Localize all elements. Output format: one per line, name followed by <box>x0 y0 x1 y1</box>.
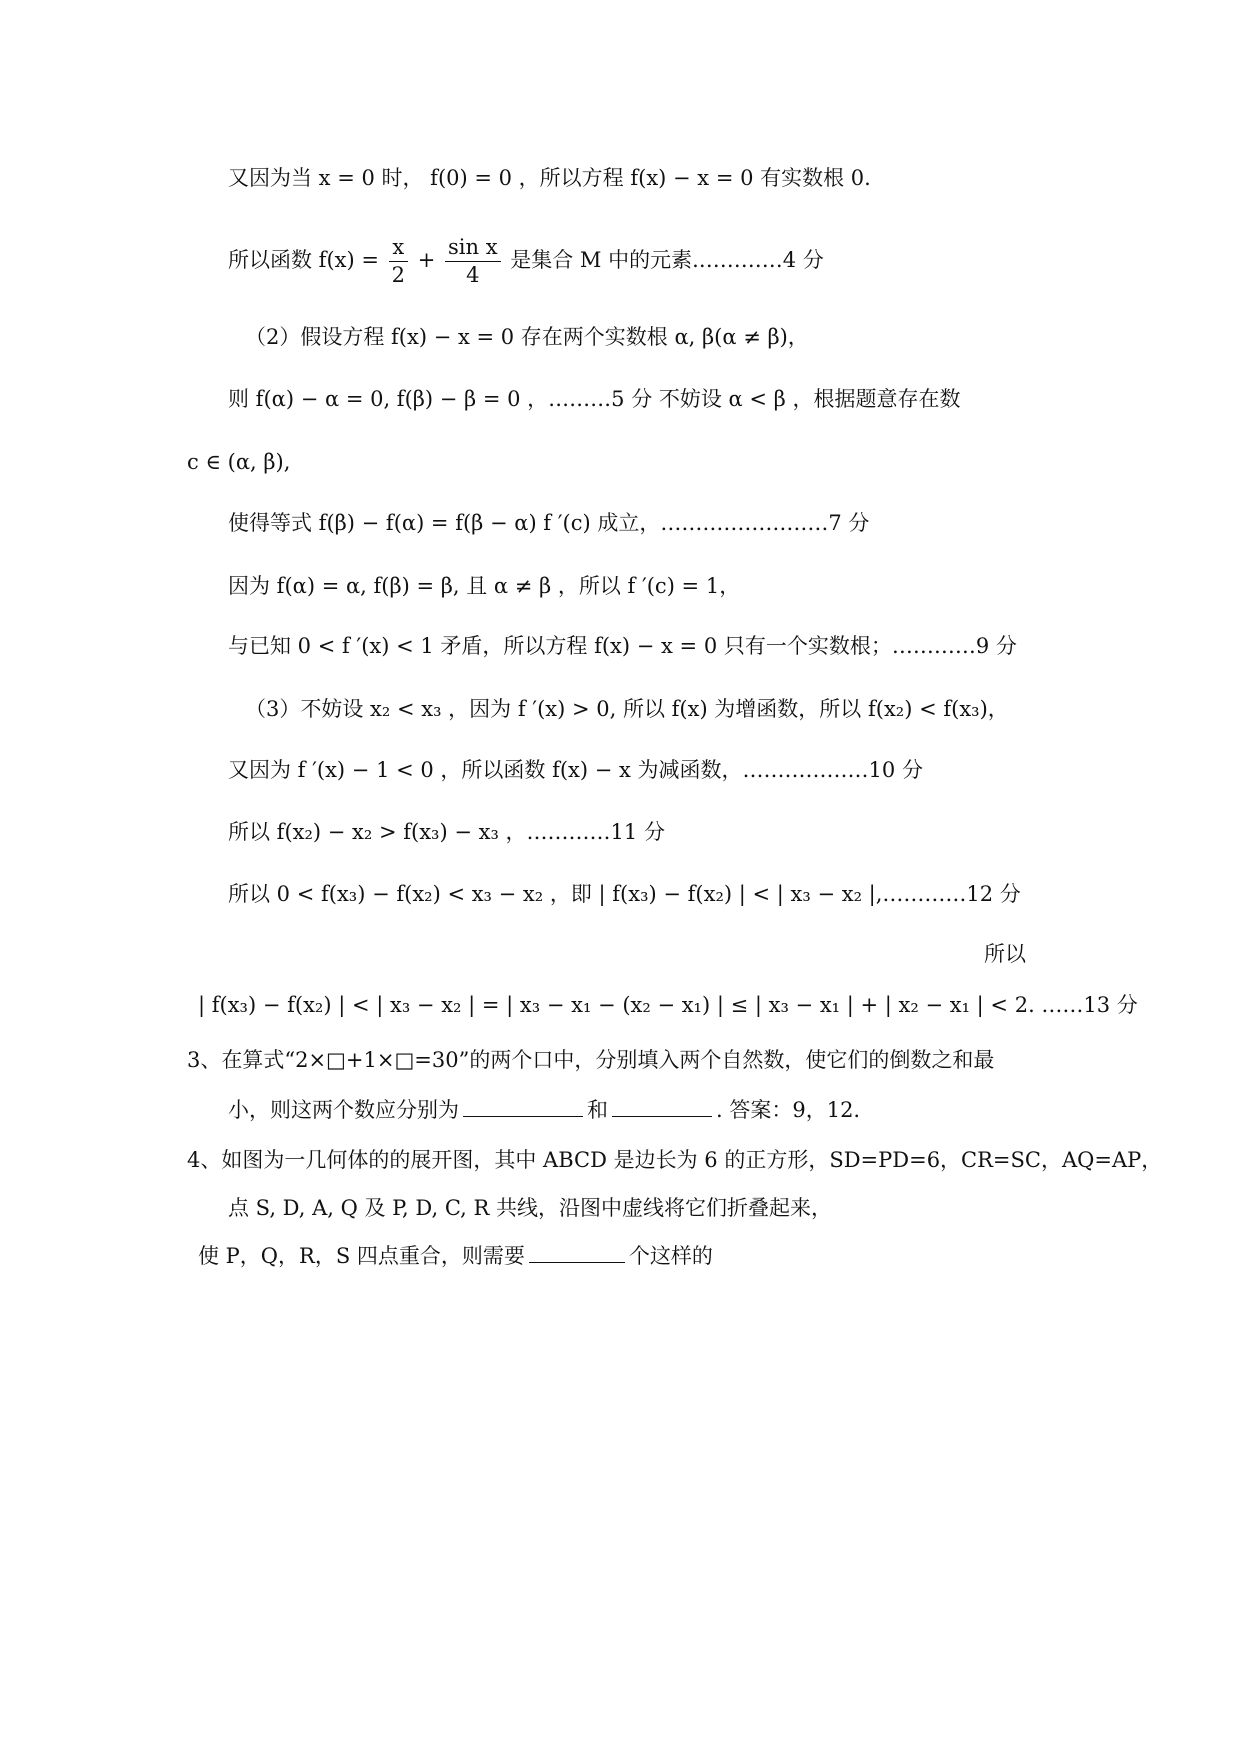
text-line: c ∈ (α, β), <box>187 450 291 474</box>
text-line: 又因为当 x = 0 时， f(0) = 0 ，所以方程 f(x) − x = 0 有实数根 0. <box>228 166 871 190</box>
answer-blank <box>463 1115 583 1117</box>
text-segment: 个这样的 <box>628 1244 713 1268</box>
text-line: 所以 <box>984 942 1026 966</box>
text-line-with-formula <box>228 236 824 287</box>
text-line: 则 f(α) − α = 0, f(β) − β = 0 ，………5 分 不妨设 α < β ，根据题意存在数 <box>228 387 961 411</box>
text-line: （2）假设方程 f(x) − x = 0 存在两个实数根 α, β(α ≠ β)， <box>245 325 809 349</box>
fraction-denominator: 2 <box>391 263 406 288</box>
text-segment: . 答案：9，12. <box>716 1098 861 1122</box>
answer-blank <box>529 1261 625 1263</box>
text-line: 所以 f(x₂) − x₂ > f(x₃) − x₃ ，…………11 分 <box>228 820 665 844</box>
text-segment: 小，则这两个数应分别为 <box>228 1098 459 1122</box>
plus-sign: + <box>417 248 436 273</box>
text-line: 4、如图为一几何体的的展开图，其中 ABCD 是边长为 6 的正方形，SD=PD=6，CR=SC，AQ=AP， <box>187 1148 1163 1172</box>
text-line: 3、在算式“2×□+1×□=30”的两个口中，分别填入两个自然数，使它们的倒数之和最 <box>187 1048 995 1072</box>
text-line: | f(x₃) − f(x₂) | < | x₃ − x₂ | = | x₃ − x₁ − (x₂ − x₁) | ≤ | x₃ − x₁ | + | x₂ − x₁ | < 2. ……13 分 <box>198 993 1138 1017</box>
text-line: （3）不妨设 x₂ < x₃ ，因为 f ′(x) > 0, 所以 f(x) 为增函数，所以 f(x₂) < f(x₃)， <box>245 697 1009 721</box>
text-segment: 是集合 M 中的元素.…………4 分 <box>510 248 824 273</box>
text-segment: 使 P，Q，R，S 四点重合，则需要 <box>198 1244 525 1268</box>
text-line: 因为 f(α) = α, f(β) = β, 且 α ≠ β ，所以 f ′(c) = 1， <box>228 574 741 598</box>
text-line: 又因为 f ′(x) − 1 < 0 ，所以函数 f(x) − x 为减函数，………………10 分 <box>228 758 923 782</box>
fraction-denominator: 4 <box>466 263 480 288</box>
text-line: 所以 0 < f(x₃) − f(x₂) < x₃ − x₂ ，即 | f(x₃) − f(x₂) | < | x₃ − x₂ |,…………12 分 <box>228 882 1021 906</box>
text-segment: 和 <box>587 1098 608 1122</box>
fraction-numerator: sin x <box>445 236 501 262</box>
fraction-numerator: x <box>389 236 408 262</box>
answer-blank <box>612 1115 712 1117</box>
text-line: 与已知 0 < f ′(x) < 1 矛盾，所以方程 f(x) − x = 0 只有一个实数根；…………9 分 <box>228 634 1017 658</box>
fraction-sinx-over-4 <box>445 236 501 287</box>
fraction-x-over-2 <box>389 236 408 287</box>
text-line-with-blank <box>198 1244 713 1269</box>
text-line-with-blanks <box>228 1098 860 1123</box>
text-line: 使得等式 f(β) − f(α) = f(β − α) f ′(c) 成立，……………………7 分 <box>228 511 870 535</box>
text-segment: 所以函数 f(x) = <box>228 248 379 273</box>
text-line: 点 S, D, A, Q 及 P, D, C, R 共线，沿图中虚线将它们折叠起来， <box>228 1196 833 1220</box>
